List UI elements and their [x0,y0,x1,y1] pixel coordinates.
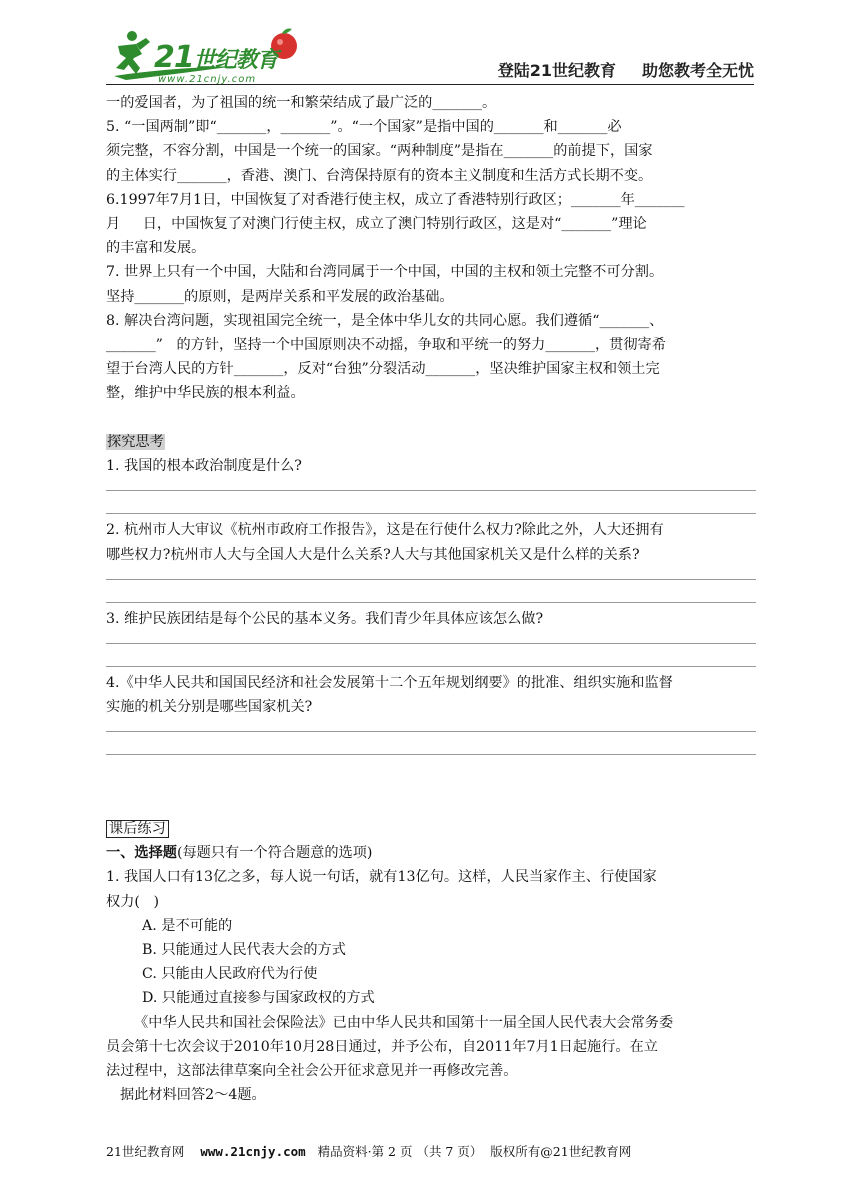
slogan-right: 助您教考全无忧 [641,61,754,80]
text-line: 哪些权力?杭州市人大与全国人大是什么关系?人大与其他国家机关又是什么样的关系? [106,546,640,563]
option-c: C. 只能由人民政府代为行使 [142,966,318,983]
text-line: 法过程中，这部法律草案向全社会公开征求意见并一再修改完善。 [106,1063,518,1080]
text-line: 权力( ) [106,893,159,910]
section-note: (每题只有一个符合题意的选项) [176,845,373,862]
practice-question-1: 1. 我国人口有13亿之多，每人说一句话，就有13亿句。这样，人民当家作主、行使国家 [106,869,657,886]
question-5: 5. “一国两制”即“_______，_______”。“一个国家”是指中国的_______和_______必 [106,119,622,136]
text-line: 员会第十七次会议于2010年10月28日通过，并予公布，自2011年7月1日起施行。在立 [106,1038,658,1055]
material-instruction: 据此材料回答2～4题。 [120,1087,266,1104]
header-rule [106,84,754,85]
text-line: 望于台湾人民的方针_______，反对“台独”分裂活动_______，坚决维护国家主权和领土完 [106,361,660,378]
section-heading [106,841,756,865]
footer-left: 21世纪教育网 [106,1144,185,1159]
logo-url: www.21cnjy.com [158,74,257,85]
option-b: B. 只能通过人民代表大会的方式 [142,942,346,959]
footer-page: 精品资料·第 2 页 （共 7 页） [317,1144,483,1159]
section-title: 一、选择题 [106,845,177,862]
question-7: 7. 世界上只有一个中国，大陆和台湾同属于一个中国，中国的主权和领土完整不可分割。 [106,264,664,281]
text-line: 月 日，中国恢复了对澳门行使主权，成立了澳门特别行政区，这是对“_______”理论 [106,216,647,233]
text-line: 整，维护中华民族的根本利益。 [106,385,305,402]
explore-section [106,430,756,755]
explore-question-1: 1. 我国的根本政治制度是什么? [106,458,302,475]
text-line: 的丰富和发展。 [106,240,206,257]
practice-heading: 课后练习 [106,820,169,838]
text-line: 须完整，不容分割，中国是一个统一的国家。“两种制度”是指在_______的前提下，国家 [106,143,653,160]
practice-section [106,817,756,1107]
explore-question-3: 3. 维护民族团结是每个公民的基本义务。我们青少年具体应该怎么做? [106,610,544,627]
logo-cn: 世纪教育 [193,48,278,73]
text-line: 坚持_______的原则，是两岸关系和平发展的政治基础。 [106,288,454,305]
explore-heading: 探究思考 [107,434,164,450]
footer-right: 版权所有@21世纪教育网 [490,1144,632,1159]
text-line: 的主体实行_______，香港、澳门、台湾保持原有的资本主义制度和生活方式长期不变。 [106,167,653,184]
option-a: A. 是不可能的 [142,917,233,934]
text-line: 实施的机关分别是哪些国家机关? [106,699,313,716]
header-slogan [498,58,754,81]
question-8: 8. 解决台湾问题，实现祖国完全统一，是全体中华儿女的共同心愿。我们遵循“_______、 [106,312,664,329]
text-line: 一的爱国者，为了祖国的统一和繁荣结成了最广泛的_______。 [106,95,497,111]
footer-site: www.21cnjy.com [200,1144,306,1159]
logo [106,24,306,84]
page-header [106,24,754,84]
page-footer [106,1142,756,1160]
material-paragraph: 《中华人民共和国社会保险法》已由中华人民共和国第十一届全国人民代表大会常务委 [134,1014,674,1031]
explore-question-2: 2. 杭州市人大审议《杭州市政府工作报告》，这是在行使什么权力?除此之外，人大还拥有 [106,522,664,539]
option-d: D. 只能通过直接参与国家政权的方式 [142,990,375,1007]
slogan-left: 登陆21世纪教育 [497,61,616,80]
logo-number: 21 [154,40,194,75]
explore-question-4: 4.《中华人民共和国国民经济和社会发展第十二个五年规划纲要》的批准、组织实施和监督 [106,675,673,692]
question-6: 6.1997年7月1日，中国恢复了对香港行使主权，成立了香港特别行政区；_______年_______ [106,191,685,208]
text-line: _______” 的方针，坚持一个中国原则决不动摇，争取和平统一的努力_______，贯彻寄希 [106,337,666,354]
logo-wordmark [154,40,278,75]
fill-in-section [106,91,756,406]
answer-line [106,754,756,755]
